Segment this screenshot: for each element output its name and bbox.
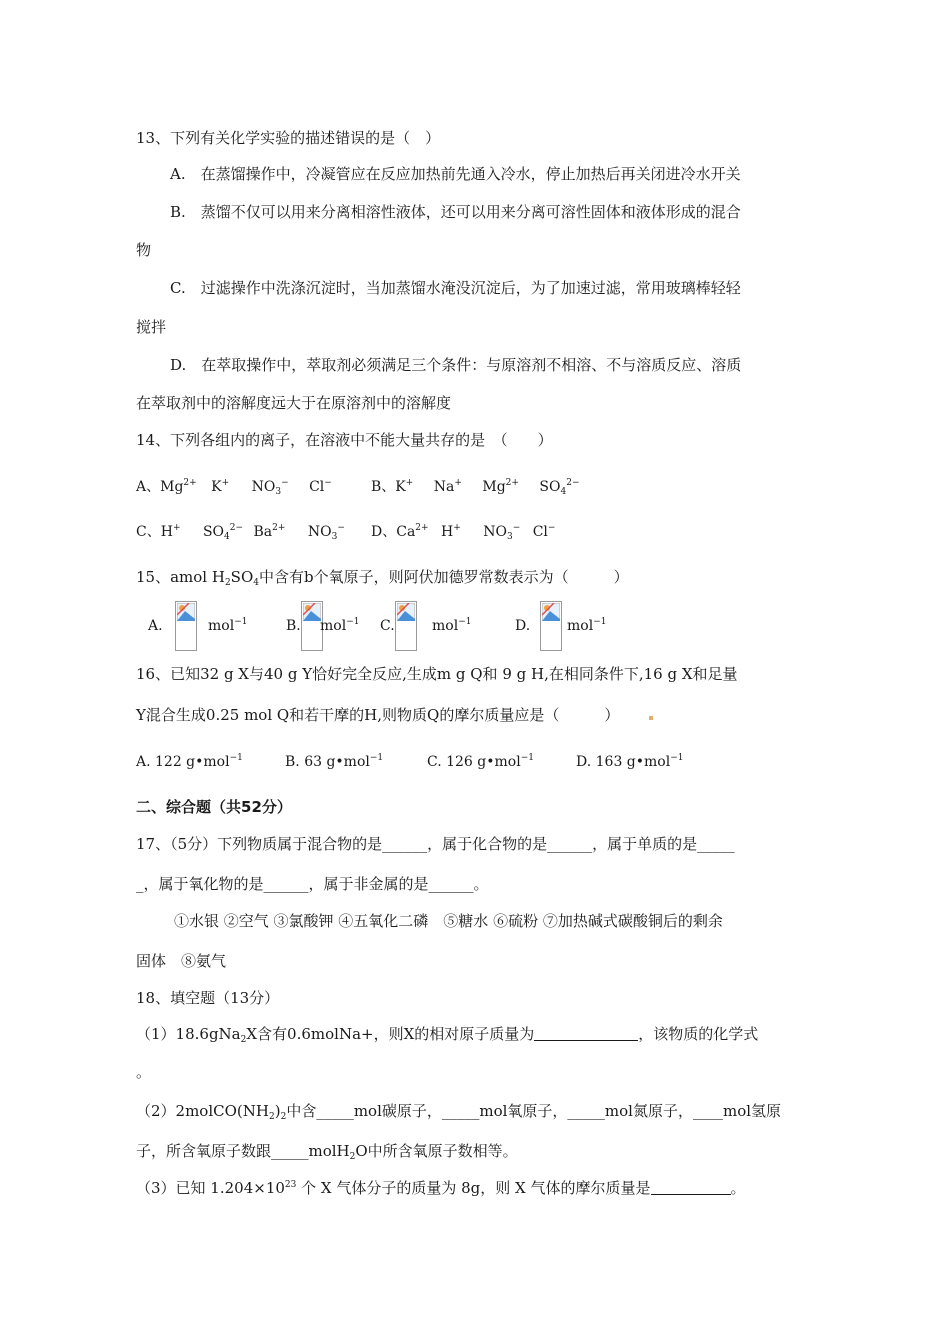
q14-option-a: A、$Mg^{2+}$ K+ $NO_3^-$ Cl− (136, 478, 332, 497)
fraction-image-c (395, 601, 417, 651)
q15-option-d-label: D. (515, 618, 531, 634)
q13-option-b-cont: 物 (136, 241, 152, 259)
q15-option-c-unit: mol$^{-1}$ (432, 617, 472, 634)
q14-option-d: D、$Ca^{2+}$ H+ $NO_3^-$ Cl− (371, 523, 556, 542)
fraction-image-a (175, 601, 197, 651)
q13-option-c-cont: 搅拌 (136, 318, 167, 336)
q17-substances-cont: 固体 ⑧氨气 (136, 952, 227, 970)
q18-part1: （1）18.6gNa$_2$X含有0.6molNa+，则X的相对原子质量为 ，该物质的化学式 (136, 1025, 759, 1045)
q18-part3: （3）已知 $1.204\times 10^{23}$ 个 X 气体分子的质量为 8g，则 X 气体的摩尔质量是 。 (136, 1179, 746, 1197)
q14-stem: 14、下列各组内的离子，在溶液中不能大量共存的是 （ ） (136, 431, 553, 449)
q15-option-b-unit: mol$^{-1}$ (320, 617, 360, 634)
q17-stem: 17、（5分）下列物质属于混合物的是______，属于化合物的是______，属于单质的是_____ (136, 835, 735, 853)
q15-option-d-unit: mol$^{-1}$ (567, 617, 607, 634)
q13-option-d: D. 在萃取操作中，萃取剂必须满足三个条件：与原溶剂不相溶、不与溶质反应、溶质 (170, 356, 742, 374)
q16-option-a: A. 122 g•mol$^{-1}$ (136, 753, 243, 770)
q16-option-d: D. 163 g•mol$^{-1}$ (576, 753, 684, 770)
q17-stem-cont: _，属于氧化物的是______，属于非金属的是______。 (136, 875, 489, 893)
q14-option-c: C、H+ $SO_4^{2-}$ $Ba^{2+}$ $NO_3^-$ (136, 523, 345, 542)
broken-image-icon (397, 603, 415, 621)
q14-option-b: B、K+ Na+ $Mg^{2+}$ $SO_4^{2-}$ (371, 478, 580, 497)
broken-image-icon (177, 603, 195, 621)
q13-option-a: A. 在蒸馏操作中，冷凝管应在反应加热前先通入冷水，停止加热后再关闭进冷水开关 (170, 165, 741, 183)
q18-part1-cont: 。 (136, 1063, 152, 1081)
q16-stem: 16、已知32 g X与40 g Y恰好完全反应,生成m g Q和 9 g H,在相同条件下,16 g X和足量 (136, 665, 738, 683)
q18-part2-cont: 子，所含氧原子数跟_____molH$_2$O中所含氧原子数相等。 (136, 1142, 518, 1162)
q16-stem-cont: Y混合生成0.25 mol Q和若干摩的H,则物质Q的摩尔质量应是（ ） (136, 706, 620, 724)
q13-option-d-cont: 在萃取剂中的溶解度远大于在原溶剂中的溶解度 (136, 394, 452, 412)
q15-option-c-label: C. (380, 618, 395, 634)
q16-option-c: C. 126 g•mol$^{-1}$ (427, 753, 534, 770)
answer-blank[interactable] (651, 1178, 731, 1195)
q15-option-a-unit: mol$^{-1}$ (208, 617, 248, 634)
section-heading: 二、综合题（共52分） (136, 798, 292, 816)
stray-dot (649, 716, 653, 720)
q15-option-a-label: A. (148, 618, 163, 634)
q13-stem: 13、下列有关化学实验的描述错误的是（ ） (136, 129, 441, 147)
q17-substances: ①水银 ②空气 ③氯酸钾 ④五氧化二磷 ⑤糖水 ⑥硫粉 ⑦加热碱式碳酸铜后的剩余 (174, 912, 723, 930)
q15-option-b-label: B. (286, 618, 301, 634)
q18-part2: $(2)2molCO(NH_2)_2$中含_____mol碳原子，_____mol氧原子，_____mol氮原子，____mol氢原 (136, 1102, 782, 1122)
answer-blank[interactable] (534, 1024, 638, 1041)
q15-stem: 15、amol $H_2SO_4$中含有b个氧原子，则阿伏加德罗常数表示为（ ） (136, 568, 629, 588)
q13-option-b: B. 蒸馏不仅可以用来分离相溶性液体，还可以用来分离可溶性固体和液体形成的混合 (170, 203, 741, 221)
q16-option-b: B. 63 g•mol$^{-1}$ (285, 753, 384, 770)
fraction-image-d (540, 601, 562, 651)
broken-image-icon (303, 603, 321, 621)
q13-option-c: C. 过滤操作中洗涤沉淀时，当加蒸馏水淹没沉淀后，为了加速过滤，常用玻璃棒轻轻 (170, 279, 741, 297)
broken-image-icon (542, 603, 560, 621)
q18-stem: 18、填空题（13分） (136, 989, 280, 1007)
